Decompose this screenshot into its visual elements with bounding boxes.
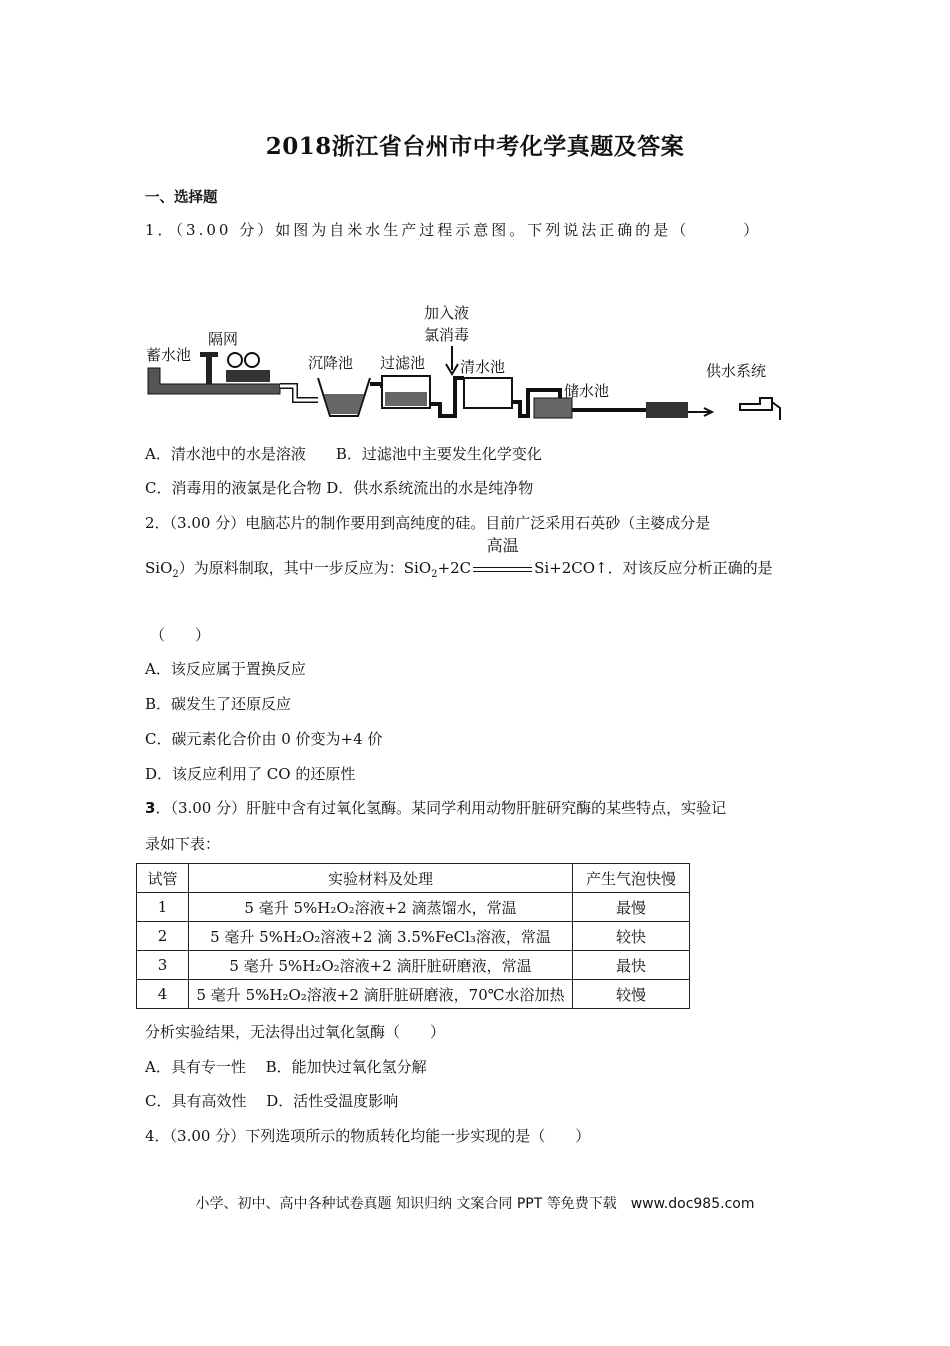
q3-options-2: C．具有高效性 D．活性受温度影响 [145,1092,399,1110]
q2-option-b: B．碳发生了还原反应 [145,695,292,713]
label-reservoir: 蓄水池 [146,346,192,364]
reaction-condition: 高温 [486,536,519,555]
table-header: 试管 [137,864,189,893]
table-row [137,922,690,951]
q1-stem: 1．（3.00 分）如图为自米水生产过程示意图。下列说法正确的是（ ） [145,221,762,239]
q3-stem-2: 录如下表： [145,835,221,853]
q2-option-a: A．该反应属于置换反应 [145,660,306,678]
section-heading: 一、选择题 [145,190,218,206]
label-screen: 隔网 [208,330,239,348]
q1-options-1: A．清水池中的水是溶液 B．过滤池中主要发生化学变化 [145,445,542,463]
table-row [137,951,690,980]
table-cell: 2 [137,922,189,951]
q2-option-d: D．该反应利用了 CO 的还原性 [145,765,356,783]
table-cell: 5 毫升 5%H₂O₂溶液+2 滴肝脏研磨液，70℃水浴加热 [189,980,573,1009]
q4-stem: 4．（3.00 分）下列选项所示的物质转化均能一步实现的是（ ） [145,1127,591,1145]
table-cell: 最慢 [573,893,690,922]
q2-paren: （ ） [150,626,211,644]
table-cell: 1 [137,893,189,922]
q2-equation-line: SiO$_2$）为原料制取，其中一步反应为：SiO$_2$+2C 高温 Si+2CO↑．对该反应分析正确的是 [145,557,773,580]
table-cell: 5 毫升 5%H₂O₂溶液+2 滴 3.5%FeCl₃溶液，常温 [189,922,573,951]
q2-stem: 2．（3.00 分）电脑芯片的制作要用到高纯度的硅。目前广泛采用石英砂（主婆成分是 [145,514,711,532]
table-cell: 5 毫升 5%H₂O₂溶液+2 滴蒸馏水，常温 [189,893,573,922]
table-row [137,893,690,922]
label-filter: 过滤池 [380,354,426,372]
table-cell: 较慢 [573,980,690,1009]
q3-stem: 3．（3.00 分）肝脏中含有过氧化氢酶。某同学利用动物肝脏研究酶的某些特点，实验记 [145,799,727,817]
table-header: 产生气泡快慢 [573,864,690,893]
table-row [137,980,690,1009]
label-chlorine-1: 加入液 [424,304,470,322]
page-title: 2018浙江省台州市中考化学真题及答案 [265,133,685,160]
table-cell: 较快 [573,922,690,951]
table-cell: 5 毫升 5%H₂O₂溶液+2 滴肝脏研磨液，常温 [189,951,573,980]
experiment-table [136,863,690,1009]
label-chlorine-2: 氯消毒 [424,326,470,344]
q2-option-c: C．碳元素化合价由 0 价变为+4 价 [145,730,383,748]
label-clear-water: 清水池 [460,358,506,376]
reaction-arrow [471,536,534,579]
table-cell: 4 [137,980,189,1009]
label-storage: 储水池 [564,382,610,400]
q3-options-1: A．具有专一性 B．能加快过氧化氢分解 [145,1058,427,1076]
page-footer: 小学、初中、高中各种试卷真题 知识归纳 文案合同 PPT 等免费下载 www.doc985.com [195,1196,755,1212]
q1-options-2: C．消毒用的液氯是化合物 D．供水系统流出的水是纯净物 [145,479,534,497]
label-supply: 供水系统 [706,362,767,380]
q3-after: 分析实验结果，无法得出过氧化氢酶（ ） [145,1023,446,1041]
water-treatment-diagram [140,298,790,428]
table-cell: 最快 [573,951,690,980]
table-header: 实验材料及处理 [189,864,573,893]
label-sedimentation: 沉降池 [308,354,354,372]
table-cell: 3 [137,951,189,980]
table-header-row [137,864,690,893]
